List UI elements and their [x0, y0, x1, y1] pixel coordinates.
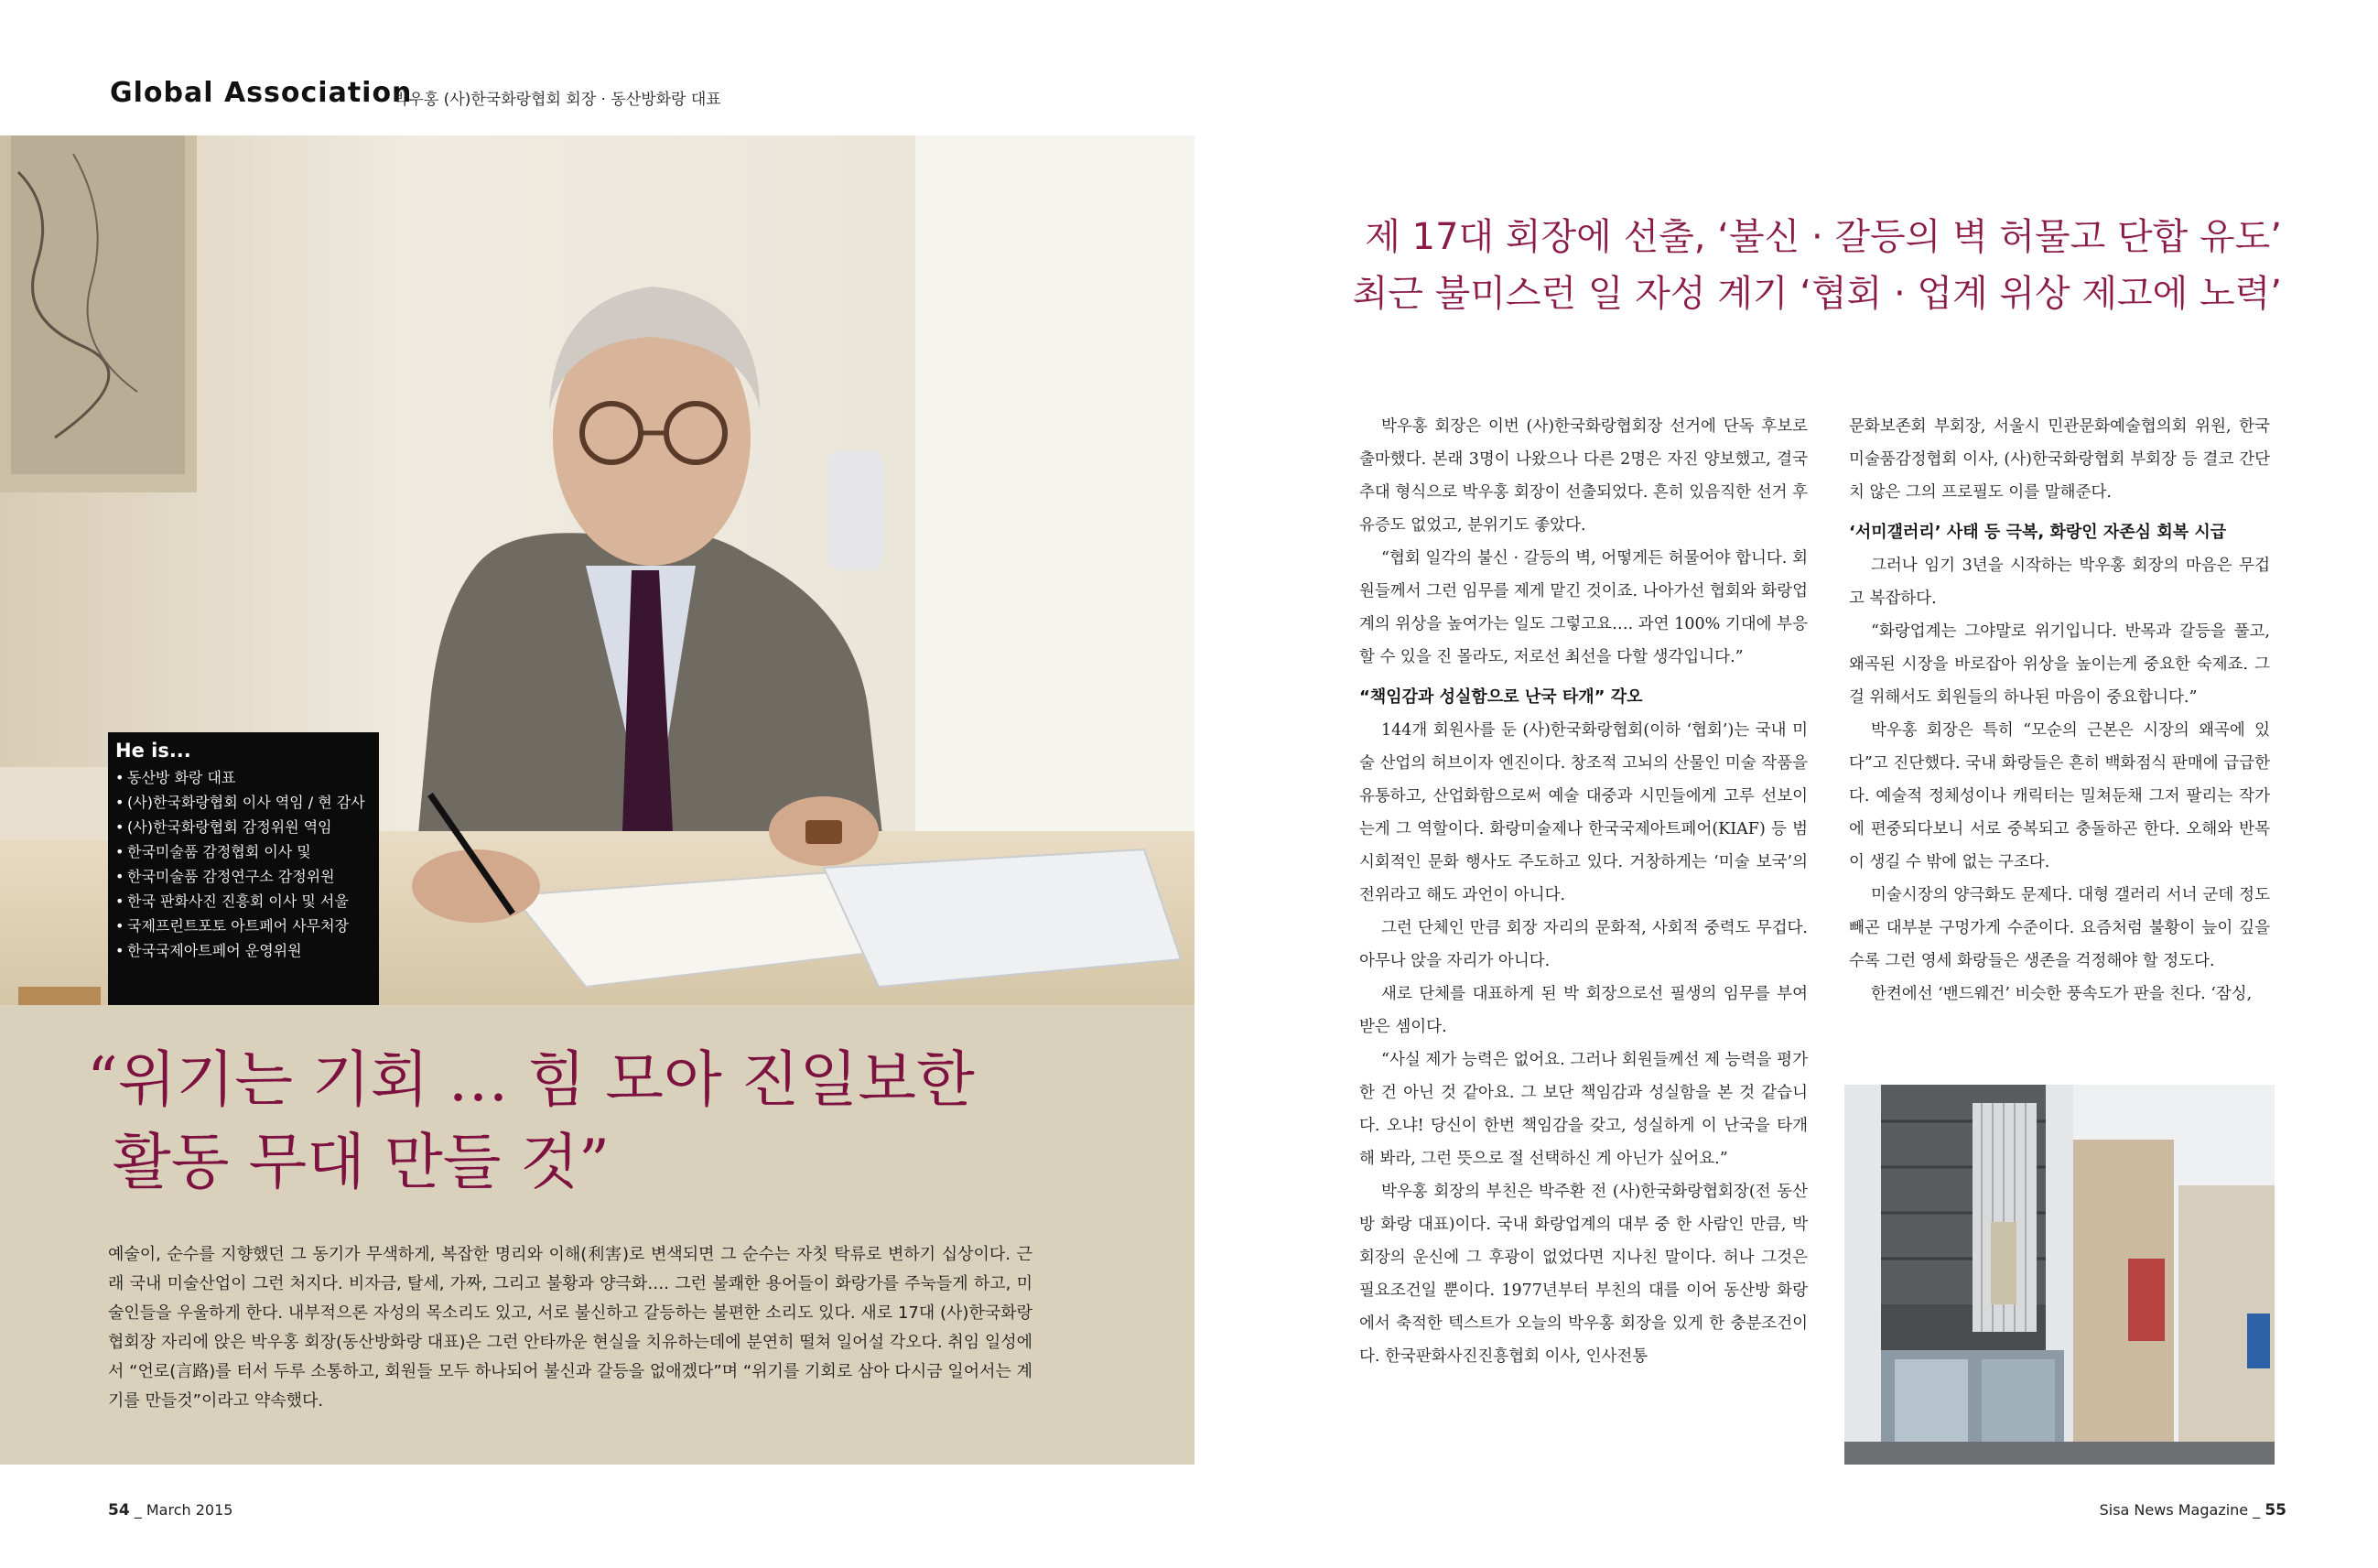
issue-date: _ March 2015	[134, 1501, 233, 1519]
paragraph: 미술시장의 양극화도 문제다. 대형 갤러리 서너 군데 정도 빼곤 대부분 구멍가게 수준이다. 요즘처럼 불황이 늪이 깊을수록 그런 영세 화랑들은 생존을 걱정해야 할 정도다.	[1849, 886, 2270, 970]
paragraph: “화랑업계는 그야말로 위기입니다. 반목과 갈등을 풀고, 왜곡된 시장을 바로잡아 위상을 높이는게 중요한 숙제죠. 그걸 위해서도 회원들의 하나된 마음이 중요합니다.”	[1849, 622, 2270, 707]
paragraph: 144개 회원사를 둔 (사)한국화랑협회(이하 ‘협회’)는 국내 미술 산업의 허브이자 엔진이다. 창조적 고뇌의 산물인 미술 작품을 유통하고, 산업화함으로써 예술 대중과 시민들에게 고루 선보이는게 그 역할이다. 화랑미술제나 한국국제아트페어(KIAF) 등 범시회적인 문화 행사도 주도하고 있다. 거창하게는 ‘미술 보국’의 전위라고 해도 과언이 아니다.	[1359, 721, 1808, 904]
paragraph: 박우홍 회장은 특히 “모순의 근본은 시장의 왜곡에 있다”고 진단했다. 국내 화랑들은 흔히 백화점식 판매에 급급한다. 예술적 정체성이나 캐릭터는 밀쳐둔채 그저 팔리는 작가에 편중되다보니 서로 중복되고 충돌하곤 한다. 오해와 반목이 생길 수 밖에 없는 구조다.	[1849, 721, 2270, 871]
intro-paragraph: 예술이, 순수를 지향했던 그 동기가 무색하게, 복잡한 명리와 이해(利害)로 변색되면 그 순수는 자칫 탁류로 변하기 십상이다. 근래 국내 미술산업이 그런 처지다. 비자금, 탈세, 가짜, 그리고 불황과 양극화…. 그런 불쾌한 용어들이 화랑가를 주눅들게 하고, 미술인들을 우울하게 한다. 내부적으론 자성의 목소리도 있고, 서로 불신하고 갈등하는 불편한 소리도 있다. 새로 17대 (사)한국화랑협회장 자리에 앉은 박우홍 회장(동산방화랑 대표)은 그런 안타까운 현실을 치유하는데에 분연히 떨쳐 일어설 각오다. 취임 일성에서 “언로(言路)를 터서 두루 소통하고, 회원들 모두 하나되어 불신과 갈등을 없애겠다”며 “위기를 기회로 삼아 다시금 일어서는 계기를 만들것”이라고 약속했다.	[108, 1245, 1032, 1411]
profile-box	[108, 732, 379, 1005]
article-column-1	[1359, 410, 1808, 1373]
paragraph: 한켠에선 ‘밴드웨건’ 비슷한 풍속도가 판을 친다. ‘잠싱,	[1871, 985, 2253, 1003]
paragraph: “협회 일각의 불신 · 갈등의 벽, 어떻게든 허물어야 합니다. 회원들께서 그런 임무를 제게 맡긴 것이죠. 나아가선 협회와 화랑업계의 위상을 높여가는 일도 그렇고요…. 과연 100% 기대에 부응할 수 있을 진 몰라도, 저로선 최선을 다할 생각입니다.”	[1359, 549, 1808, 666]
profile-item: • 한국미술품 감정협회 이사 및	[115, 839, 373, 864]
page-number-right: 55	[2265, 1501, 2286, 1519]
folio-left	[108, 1501, 232, 1519]
deck-line-1: 제 17대 회장에 선출, ‘불신 · 갈등의 벽 허물고 단합 유도’	[1365, 216, 2282, 258]
gallery-building-photo	[1844, 1085, 2275, 1465]
subheading: “책임감과 성실함으로 난국 타개” 각오	[1359, 687, 1643, 707]
profile-title: He is...	[115, 740, 191, 762]
subheading: ‘서미갤러리’ 사태 등 극복, 화랑인 자존심 회복 시급	[1849, 523, 2227, 542]
profile-item: • 한국국제아트페어 운영위원	[115, 938, 373, 963]
profile-item-continued: • 한국미술품 감정연구소 감정위원	[115, 864, 373, 889]
profile-item: • (사)한국화랑협회 이사 역임 / 현 감사	[115, 790, 373, 815]
building-illustration	[1844, 1085, 2275, 1465]
paragraph: “사실 제가 능력은 없어요. 그러나 회원들께선 제 능력을 평가한 건 아닌 것 같아요. 그 보단 책임감과 성실함을 본 것 같습니다. 오냐! 당신이 한번 책임감을 갖고, 성실하게 이 난국을 타개해 봐라, 그런 뜻으로 절 선택하신 게 아닌가 싶어요.”	[1359, 1051, 1808, 1168]
magazine-name: Sisa News Magazine _	[2099, 1501, 2261, 1519]
section-subtitle: 박우홍 (사)한국화랑협회 회장 · 동산방화랑 대표	[394, 91, 721, 109]
paragraph: 박우홍 회장은 이번 (사)한국화랑협회장 선거에 단독 후보로 출마했다. 본래 3명이 나왔으나 다른 2명은 자진 양보했고, 결국 추대 형식으로 박우홍 회장이 선출되었다. 흔히 있음직한 선거 후유증도 없었고, 분위기도 좋았다.	[1359, 417, 1808, 535]
profile-item-continued: • 국제프린트포토 아트페어 사무처장	[115, 914, 373, 938]
paragraph: 그러나 임기 3년을 시작하는 박우홍 회장의 마음은 무겁고 복잡하다.	[1849, 557, 2270, 608]
profile-item: • 동산방 화랑 대표	[115, 765, 373, 790]
deck-line-2: 최근 불미스런 일 자성 계기 ‘협회 · 업계 위상 제고에 노력’	[1352, 273, 2282, 315]
page-number-left: 54	[108, 1501, 130, 1519]
headline-line-1: “위기는 기회 … 힘 모아 진일보한	[87, 1044, 975, 1115]
paragraph: 새로 단체를 대표하게 된 박 회장으로선 필생의 임무를 부여받은 셈이다.	[1359, 985, 1808, 1036]
profile-item: • (사)한국화랑협회 감정위원 역임	[115, 815, 373, 839]
headline	[87, 1039, 1140, 1204]
paragraph: 그런 단체인 만큼 회장 자리의 문화적, 사회적 중력도 무겁다. 아무나 앉을 자리가 아니다.	[1359, 919, 1808, 970]
deck	[1275, 209, 2282, 322]
headline-line-2: 활동 무대 만들 것”	[113, 1127, 610, 1197]
article-column-2	[1849, 410, 2270, 1011]
paragraph: 문화보존회 부회장, 서울시 민관문화예술협의회 위원, 한국미술품감정협회 이사, (사)한국화랑협회 부회장 등 결코 간단치 않은 그의 프로필도 이를 말해준다.	[1849, 417, 2270, 502]
folio-right	[2100, 1501, 2286, 1519]
profile-list	[115, 765, 373, 963]
paragraph: 박우홍 회장의 부친은 박주환 전 (사)한국화랑협회장(전 동산방 화랑 대표)이다. 국내 화랑업계의 대부 중 한 사람인 만큼, 박 회장의 운신에 그 후광이 없었다면 지나친 말이다. 허나 그것은 필요조건일 뿐이다. 1977년부터 부친의 대를 이어 동산방 화랑에서 축적한 텍스트가 오늘의 박우홍 회장을 있게 한 충분조건이다. 한국판화사진진흥협회 이사, 인사전통	[1359, 1183, 1808, 1366]
profile-item: • 한국 판화사진 진흥회 이사 및 서울	[115, 889, 373, 914]
section-title: Global Association	[110, 77, 413, 109]
